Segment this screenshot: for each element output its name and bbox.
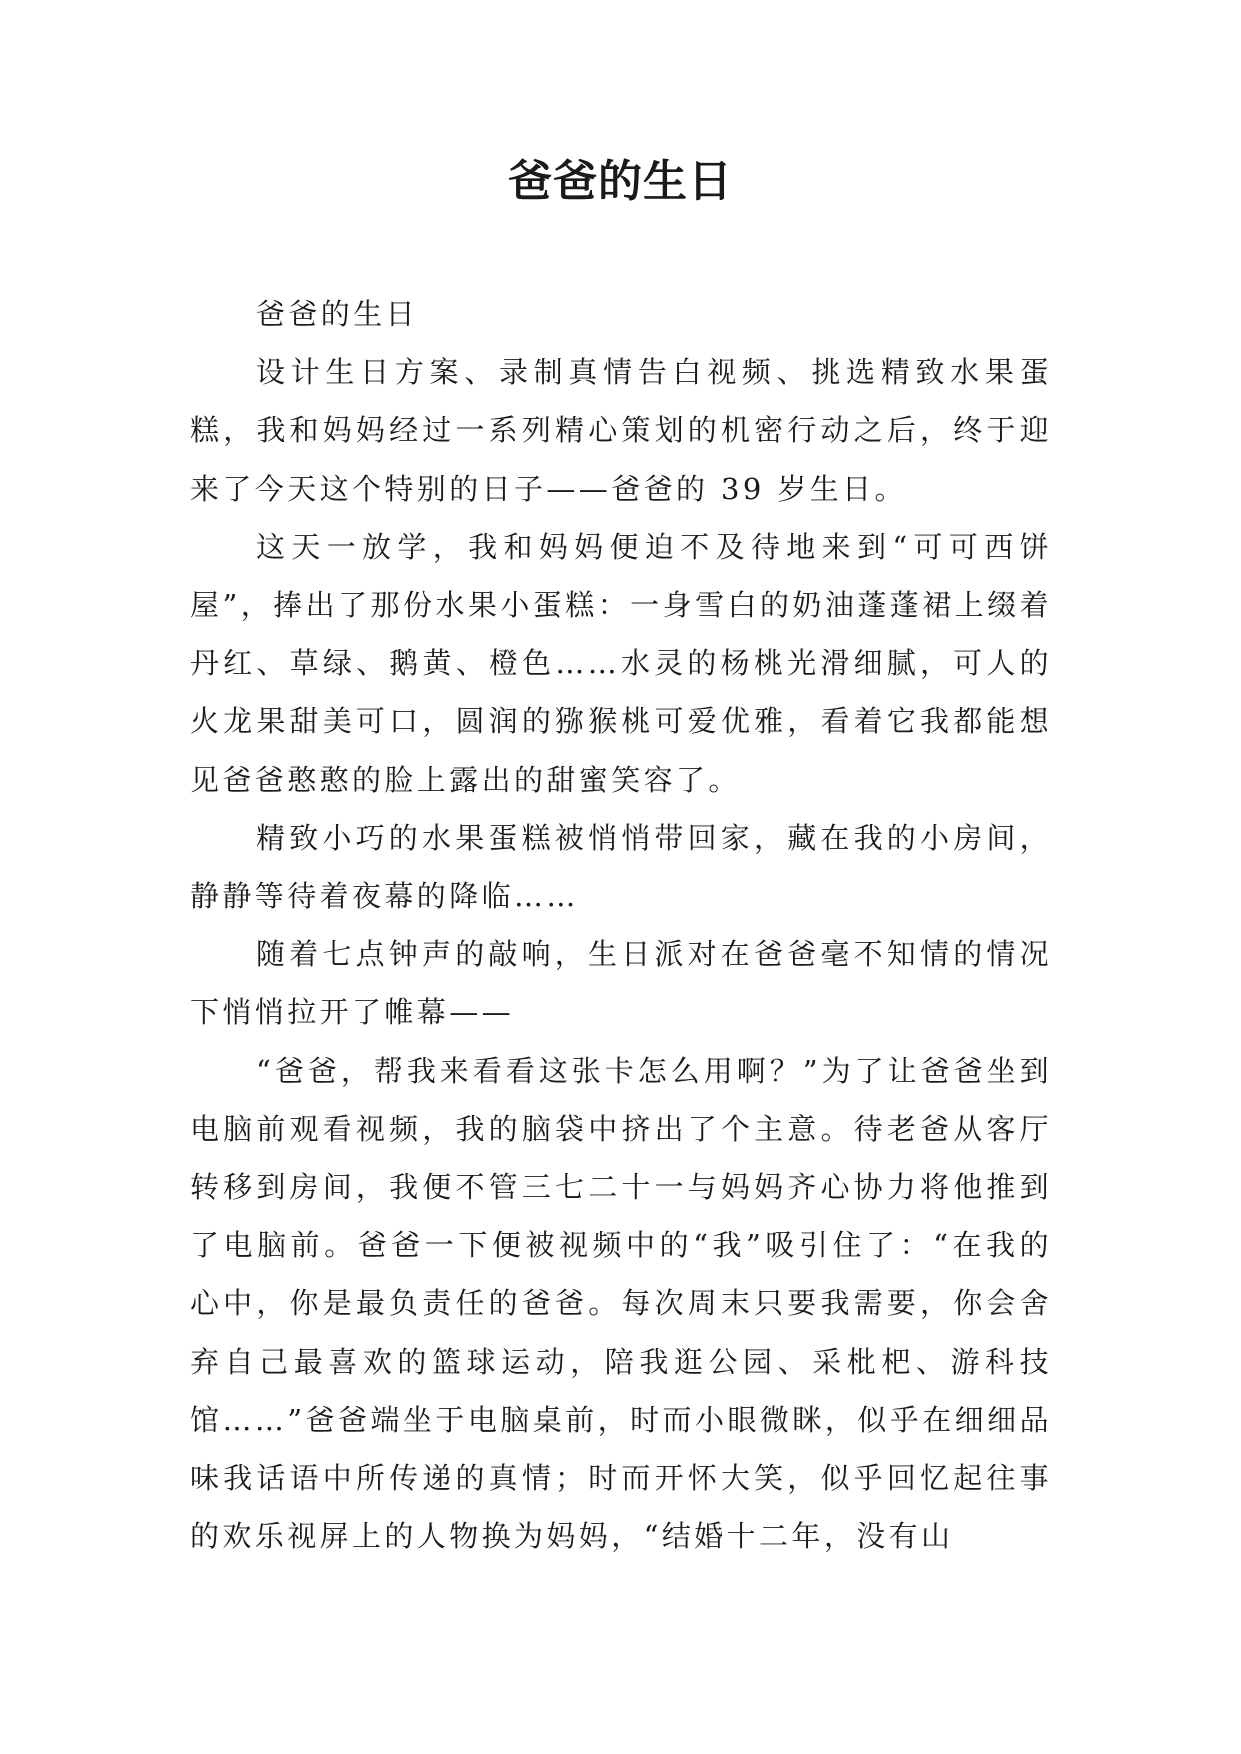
paragraph-subtitle: 爸爸的生日 — [256, 297, 419, 331]
paragraph: 随着七点钟声的敲响，生日派对在爸爸毫不知情的情况下悄悄拉开了帷幕—— — [190, 937, 1052, 1030]
document-body — [190, 285, 1052, 1565]
paragraph: 这天一放学，我和妈妈便迫不及待地来到“可可西饼屋”，捧出了那份水果小蛋糕：一身雪白的奶油蓬蓬裙上缀着丹红、草绿、鹅黄、橙色……水灵的杨桃光滑细腻，可人的火龙果甜美可口，圆润的猕猴桃可爱优雅，看着它我都能想见爸爸憨憨的脸上露出的甜蜜笑容了。 — [190, 529, 1052, 797]
paragraph: “爸爸，帮我来看看这张卡怎么用啊？”为了让爸爸坐到电脑前观看视频，我的脑袋中挤出了个主意。待老爸从客厅转移到房间，我便不管三七二十一与妈妈齐心协力将他推到了电脑前。爸爸一下便被视频中的“我”吸引住了：“在我的心中，你是最负责任的爸爸。每次周末只要我需要，你会舍弃自己最喜欢的篮球运动，陪我逛公园、采枇杷、游科技馆……”爸爸端坐于电脑桌前，时而小眼微眯，似乎在细细品味我话语中所传递的真情；时而开怀大笑，似乎回忆起往事的欢乐视屏上的人物换为妈妈，“结婚十二年，没有山 — [190, 1053, 1052, 1554]
document-title: 爸爸的生日 — [508, 156, 733, 207]
paragraph: 设计生日方案、录制真情告白视频、挑选精致水果蛋糕，我和妈妈经过一系列精心策划的机密行动之后，终于迎来了今天这个特别的日子——爸爸的 39 岁生日。 — [190, 355, 1052, 506]
paragraph: 精致小巧的水果蛋糕被悄悄带回家，藏在我的小房间，静静等待着夜幕的降临…… — [190, 820, 1052, 914]
